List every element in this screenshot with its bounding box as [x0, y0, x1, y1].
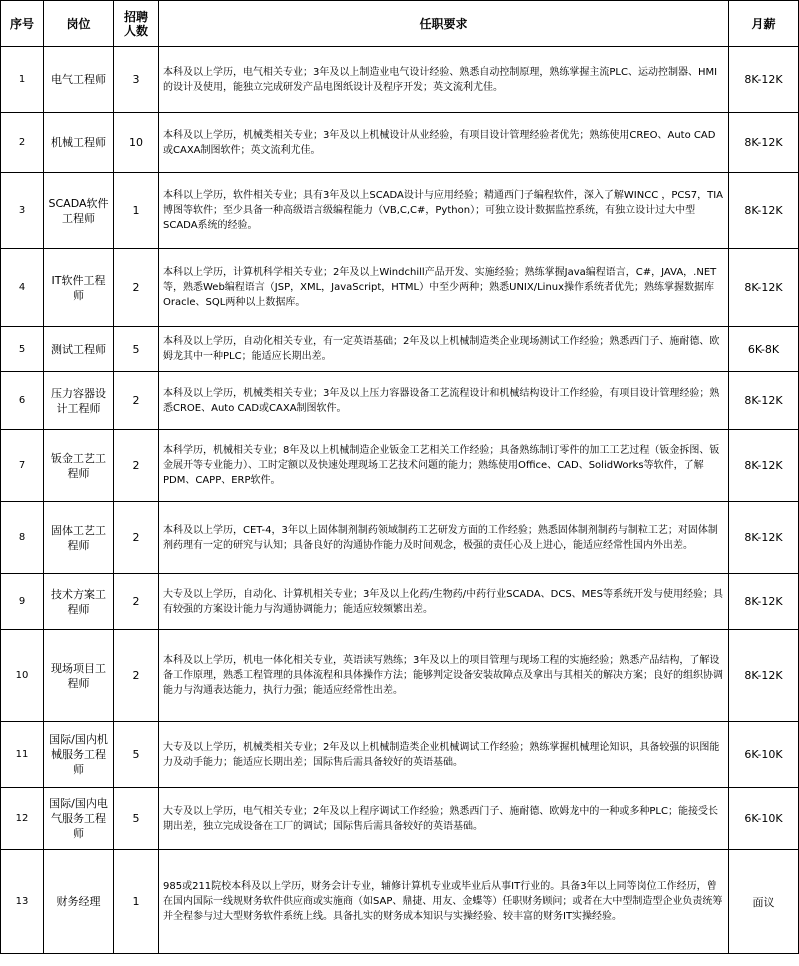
cell-salary: 6K-10K — [729, 722, 799, 788]
table-header-row — [1, 1, 799, 47]
table-row — [1, 249, 799, 327]
cell-requirements: 大专及以上学历，机械类相关专业；2年及以上机械制造类企业机械调试工作经验；熟练掌握机械理论知识，具备较强的识图能力及动手能力；能适应长期出差；国际售后需具备较好的英语基础。 — [159, 722, 729, 788]
cell-salary: 8K-12K — [729, 574, 799, 630]
cell-salary: 8K-12K — [729, 47, 799, 113]
cell-salary: 面议 — [729, 850, 799, 954]
header-position: 岗位 — [44, 1, 114, 47]
table-row — [1, 502, 799, 574]
cell-index: 1 — [1, 47, 44, 113]
cell-salary: 8K-12K — [729, 630, 799, 722]
cell-requirements: 本科以上学历，软件相关专业；具有3年及以上SCADA设计与应用经验；精通西门子编程软件，深入了解WINCC ，PCS7，TIA博图等软件；至少具备一种高级语言级编程能力（VB,C,C#，Python）；可独立设计数据监控系统，有独立设计过大中型SCADA系统的经验。 — [159, 173, 729, 249]
cell-count: 1 — [114, 173, 159, 249]
cell-index: 9 — [1, 574, 44, 630]
cell-position: SCADA软件工程师 — [44, 173, 114, 249]
cell-count: 2 — [114, 574, 159, 630]
cell-position: 测试工程师 — [44, 327, 114, 372]
cell-count: 2 — [114, 372, 159, 430]
cell-requirements: 985或211院校本科及以上学历，财务会计专业，辅修计算机专业或毕业后从事IT行业的。具备3年以上同等岗位工作经历，曾在国内国际一线规财务软件供应商或实施商（如SAP、鼎捷、用友、金蝶等）任职财务顾问；或者在大中型制造型企业负责统筹并全程参与过大型财务软件系统上线。具备扎实的财务成本知识与实操经验、较丰富的财务IT实操经验。 — [159, 850, 729, 954]
header-count — [114, 1, 159, 47]
cell-position: IT软件工程师 — [44, 249, 114, 327]
cell-salary: 6K-10K — [729, 788, 799, 850]
cell-count: 5 — [114, 327, 159, 372]
cell-index: 2 — [1, 113, 44, 173]
cell-index: 8 — [1, 502, 44, 574]
cell-position: 电气工程师 — [44, 47, 114, 113]
cell-index: 4 — [1, 249, 44, 327]
cell-requirements: 本科及以上学历，机械类相关专业；3年及以上压力容器设备工艺流程设计和机械结构设计工作经验，有项目设计管理经验；熟悉CROE、Auto CAD或CAXA制图软件。 — [159, 372, 729, 430]
cell-position: 国际/国内机械服务工程师 — [44, 722, 114, 788]
cell-index: 12 — [1, 788, 44, 850]
cell-position: 国际/国内电气服务工程师 — [44, 788, 114, 850]
cell-requirements: 本科及以上学历，机械类相关专业；3年及以上机械设计从业经验，有项目设计管理经验者优先；熟练使用CREO、Auto CAD或CAXA制图软件；英文流利尤佳。 — [159, 113, 729, 173]
cell-index: 10 — [1, 630, 44, 722]
table-row — [1, 113, 799, 173]
table-row — [1, 173, 799, 249]
cell-position: 压力容器设计工程师 — [44, 372, 114, 430]
table-row — [1, 327, 799, 372]
table-row — [1, 574, 799, 630]
cell-count: 2 — [114, 430, 159, 502]
cell-requirements: 本科及以上学历，自动化相关专业，有一定英语基础；2年及以上机械制造类企业现场测试工作经验；熟悉西门子、施耐德、欧姆龙其中一种PLC；能适应长期出差。 — [159, 327, 729, 372]
cell-count: 3 — [114, 47, 159, 113]
cell-position: 钣金工艺工程师 — [44, 430, 114, 502]
table-row — [1, 850, 799, 954]
cell-requirements: 本科及以上学历，电气相关专业；3年及以上制造业电气设计经验、熟悉自动控制原理，熟练掌握主流PLC、运动控制器、HMI的设计及使用，能独立完成研发产品电图纸设计及程序开发；英文流利尤佳。 — [159, 47, 729, 113]
cell-requirements: 本科学历，机械相关专业；8年及以上机械制造企业钣金工艺相关工作经验；具备熟练制订零件的加工工艺过程（钣金拆图、钣金展开等专业能力）、工时定额以及快速处理现场工艺技术问题的能力；熟练使用Office、CAD、SolidWorks等软件，了解PDM、CAPP、ERP软件。 — [159, 430, 729, 502]
cell-index: 5 — [1, 327, 44, 372]
table-row — [1, 722, 799, 788]
header-index: 序号 — [1, 1, 44, 47]
cell-index: 6 — [1, 372, 44, 430]
cell-position: 现场项目工程师 — [44, 630, 114, 722]
table-row — [1, 430, 799, 502]
cell-index: 13 — [1, 850, 44, 954]
header-requirements: 任职要求 — [159, 1, 729, 47]
cell-index: 11 — [1, 722, 44, 788]
cell-salary: 6K-8K — [729, 327, 799, 372]
header-count-label: 招聘人数 — [123, 9, 148, 38]
cell-salary: 8K-12K — [729, 249, 799, 327]
table-row — [1, 372, 799, 430]
table-row — [1, 788, 799, 850]
cell-index: 7 — [1, 430, 44, 502]
cell-salary: 8K-12K — [729, 113, 799, 173]
table-row — [1, 630, 799, 722]
cell-position: 财务经理 — [44, 850, 114, 954]
cell-requirements: 大专及以上学历，自动化、计算机相关专业；3年及以上化药/生物药/中药行业SCADA、DCS、MES等系统开发与使用经验；具有较强的方案设计能力与沟通协调能力；能适应较频繁出差。 — [159, 574, 729, 630]
cell-position: 固体工艺工程师 — [44, 502, 114, 574]
cell-count: 2 — [114, 630, 159, 722]
cell-position: 技术方案工程师 — [44, 574, 114, 630]
cell-requirements: 本科及以上学历，CET-4，3年以上固体制剂制药领域制药工艺研发方面的工作经验；熟悉固体制剂制药与制粒工艺；对固体制剂药理有一定的研究与认知；具备良好的沟通协作能力及时间观念，极强的责任心及上进心，能适应经常性国内外出差。 — [159, 502, 729, 574]
cell-index: 3 — [1, 173, 44, 249]
cell-requirements: 本科以上学历，计算机科学相关专业；2年及以上Windchill产品开发、实施经验；熟练掌握Java编程语言，C#，JAVA，.NET等，熟悉Web编程语言（JSP，XML，JavaScript，HTML）中至少两种；熟悉UNIX/Linux操作系统者优先；熟练掌握数据库Oracle、SQL两种以上数据库。 — [159, 249, 729, 327]
cell-salary: 8K-12K — [729, 430, 799, 502]
cell-count: 5 — [114, 722, 159, 788]
cell-requirements: 本科及以上学历，机电一体化相关专业，英语读写熟练；3年及以上的项目管理与现场工程的实施经验；熟悉产品结构，了解设备工作原理，熟悉工程管理的具体流程和具体操作方法；能够判定设备安装故障点及拿出与其相关的解决方案；良好的组织协调能力与沟通表达能力，执行力强；能适应经常性出差。 — [159, 630, 729, 722]
cell-requirements: 大专及以上学历，电气相关专业；2年及以上程序调试工作经验；熟悉西门子、施耐德、欧姆龙中的一种或多种PLC；能接受长期出差，独立完成设备在工厂的调试；国际售后需具备较好的英语基础。 — [159, 788, 729, 850]
cell-count: 10 — [114, 113, 159, 173]
table-row — [1, 47, 799, 113]
cell-count: 1 — [114, 850, 159, 954]
cell-salary: 8K-12K — [729, 372, 799, 430]
header-salary: 月薪 — [729, 1, 799, 47]
cell-salary: 8K-12K — [729, 173, 799, 249]
cell-count: 5 — [114, 788, 159, 850]
cell-position: 机械工程师 — [44, 113, 114, 173]
cell-count: 2 — [114, 502, 159, 574]
cell-count: 2 — [114, 249, 159, 327]
cell-salary: 8K-12K — [729, 502, 799, 574]
